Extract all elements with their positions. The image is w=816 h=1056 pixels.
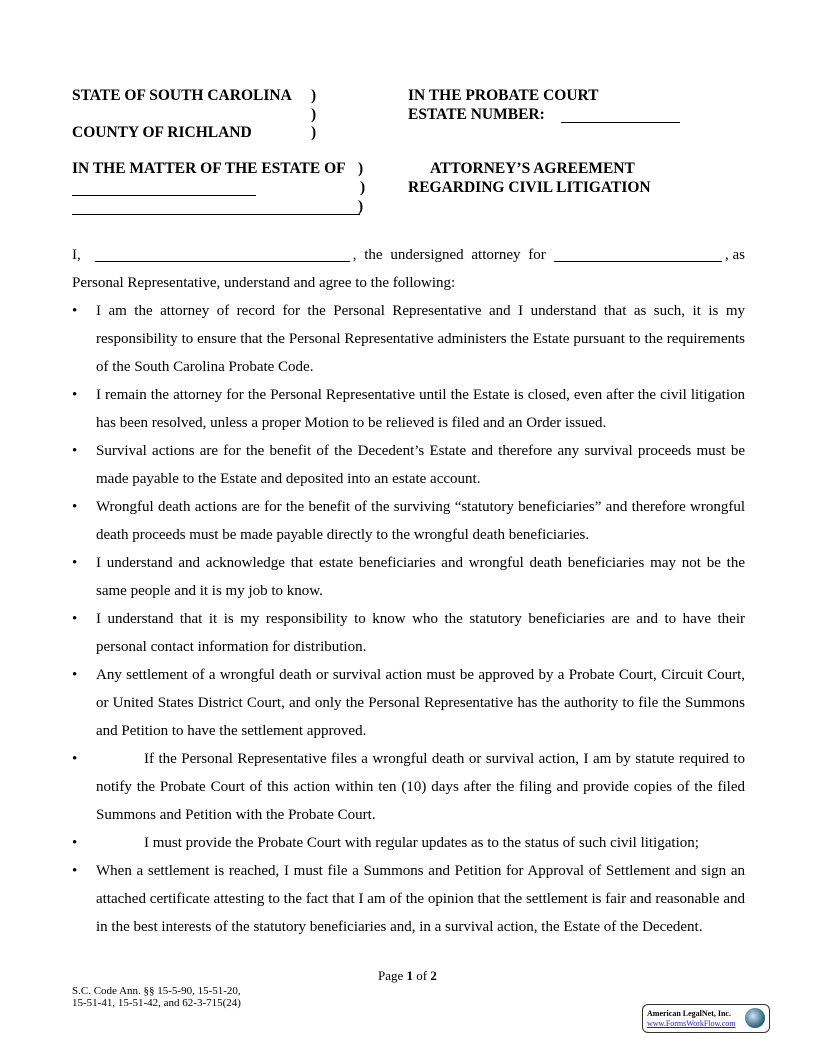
title-line-1: ATTORNEY’S AGREEMENT — [430, 160, 635, 177]
agreement-item — [72, 829, 745, 857]
agreement-item-text: I am the attorney of record for the Personal Representative and I understand that as such, it is my responsibility to ensure that the Personal Representative administers the Estate pursuant to the requirements of the South Carolina Probate Code. — [96, 303, 745, 375]
code-citation-1: S.C. Code Ann. §§ 15-5-90, 15-51-20, — [72, 985, 241, 997]
agreement-item — [72, 297, 745, 381]
bullet-icon: • — [72, 863, 78, 879]
paren: ) — [358, 160, 364, 177]
agreement-item-text: Survival actions are for the benefit of the Decedent’s Estate and therefore any survival proceeds must be made payable to the Estate and deposited into an estate account. — [96, 443, 745, 487]
intro-line — [72, 241, 745, 269]
agreement-item — [72, 605, 745, 661]
estate-name-line-2[interactable] — [72, 213, 360, 215]
bullet-icon: • — [72, 667, 78, 683]
estate-number-label: ESTATE NUMBER: — [408, 106, 545, 123]
agreement-item — [72, 493, 745, 549]
county-label: COUNTY OF RICHLAND — [72, 124, 252, 141]
agreement-item — [72, 549, 745, 605]
agreement-item-text: I remain the attorney for the Personal Representative until the Estate is closed, even after the civil litigation has been resolved, unless a proper Motion to be relieved is filed and an Order issued. — [96, 387, 745, 431]
agreement-item-text: I must provide the Probate Court with regular updates as to the status of such civil litigation; — [144, 835, 699, 851]
paren: ) — [311, 106, 317, 123]
attorney-name-field[interactable] — [95, 260, 350, 262]
intro-text: , as — [725, 247, 745, 263]
agreement-item — [72, 381, 745, 437]
bullet-icon: • — [72, 387, 78, 403]
matter-label: IN THE MATTER OF THE ESTATE OF — [72, 160, 346, 177]
agreement-item-text: When a settlement is reached, I must file a Summons and Petition for Approval of Settlement and sign an attached certificate attesting to the fact that I am of the opinion that the settlement is fair and reasonable and in the best interests of the statutory beneficiaries and, in a survival action, the Estate of the Decedent. — [96, 863, 745, 935]
bullet-icon: • — [72, 499, 78, 515]
title-line-2: REGARDING CIVIL LITIGATION — [408, 179, 651, 196]
intro-text: , the undersigned attorney for — [352, 247, 546, 263]
bullet-icon: • — [72, 751, 78, 767]
paren: ) — [311, 87, 317, 104]
bullet-icon: • — [72, 835, 78, 851]
estate-name-line-1[interactable] — [72, 194, 256, 196]
agreement-item — [72, 857, 745, 941]
state-label: STATE OF SOUTH CAROLINA — [72, 87, 292, 104]
agreement-item-text: I understand that it is my responsibility to know who the statutory beneficiaries are and to have their personal contact information for distribution. — [96, 611, 745, 655]
bullet-icon: • — [72, 555, 78, 571]
page-number: Page 1 of 2 — [378, 968, 437, 983]
agreement-item-text: Wrongful death actions are for the benefit of the surviving “statutory beneficiaries” and therefore wrongful death proceeds must be made payable directly to the wrongful death beneficiaries. — [96, 499, 745, 543]
personal-rep-name-field[interactable] — [554, 260, 722, 262]
estate-number-field[interactable] — [561, 121, 680, 123]
bullet-icon: • — [72, 443, 78, 459]
american-legalnet-logo[interactable] — [642, 1004, 770, 1033]
bullet-icon: • — [72, 303, 78, 319]
bullet-icon: • — [72, 611, 78, 627]
agreement-item — [72, 745, 745, 829]
code-citation-2: 15-51-41, 15-51-42, and 62-3-715(24) — [72, 997, 241, 1009]
paren: ) — [360, 179, 366, 196]
agreement-item-text: I understand and acknowledge that estate beneficiaries and wrongful death beneficiaries may not be the same people and it is my job to know. — [96, 555, 745, 599]
globe-icon — [745, 1008, 765, 1028]
court-label: IN THE PROBATE COURT — [408, 87, 599, 104]
agreement-item — [72, 437, 745, 493]
agreement-list — [72, 297, 745, 941]
agreement-item-text: Any settlement of a wrongful death or survival action must be approved by a Probate Court, Circuit Court, or United States District Court, and only the Personal Representative has the authority to file the Summons and Petition to have the settlement approved. — [96, 667, 745, 739]
intro-line-2: Personal Representative, understand and agree to the following: — [72, 275, 456, 291]
paren: ) — [358, 198, 364, 215]
agreement-item-text: If the Personal Representative files a wrongful death or survival action, I am by statute required to notify the Probate Court of this action within ten (10) days after the filing and provide copies of the filed Summons and Petition with the Probate Court. — [96, 751, 745, 823]
paren: ) — [311, 124, 317, 141]
intro-text: I, — [72, 247, 81, 263]
agreement-item — [72, 661, 745, 745]
logo-name: American LegalNet, Inc. — [647, 1009, 731, 1018]
logo-url-link[interactable]: www.FormsWorkFlow.com — [647, 1019, 736, 1028]
